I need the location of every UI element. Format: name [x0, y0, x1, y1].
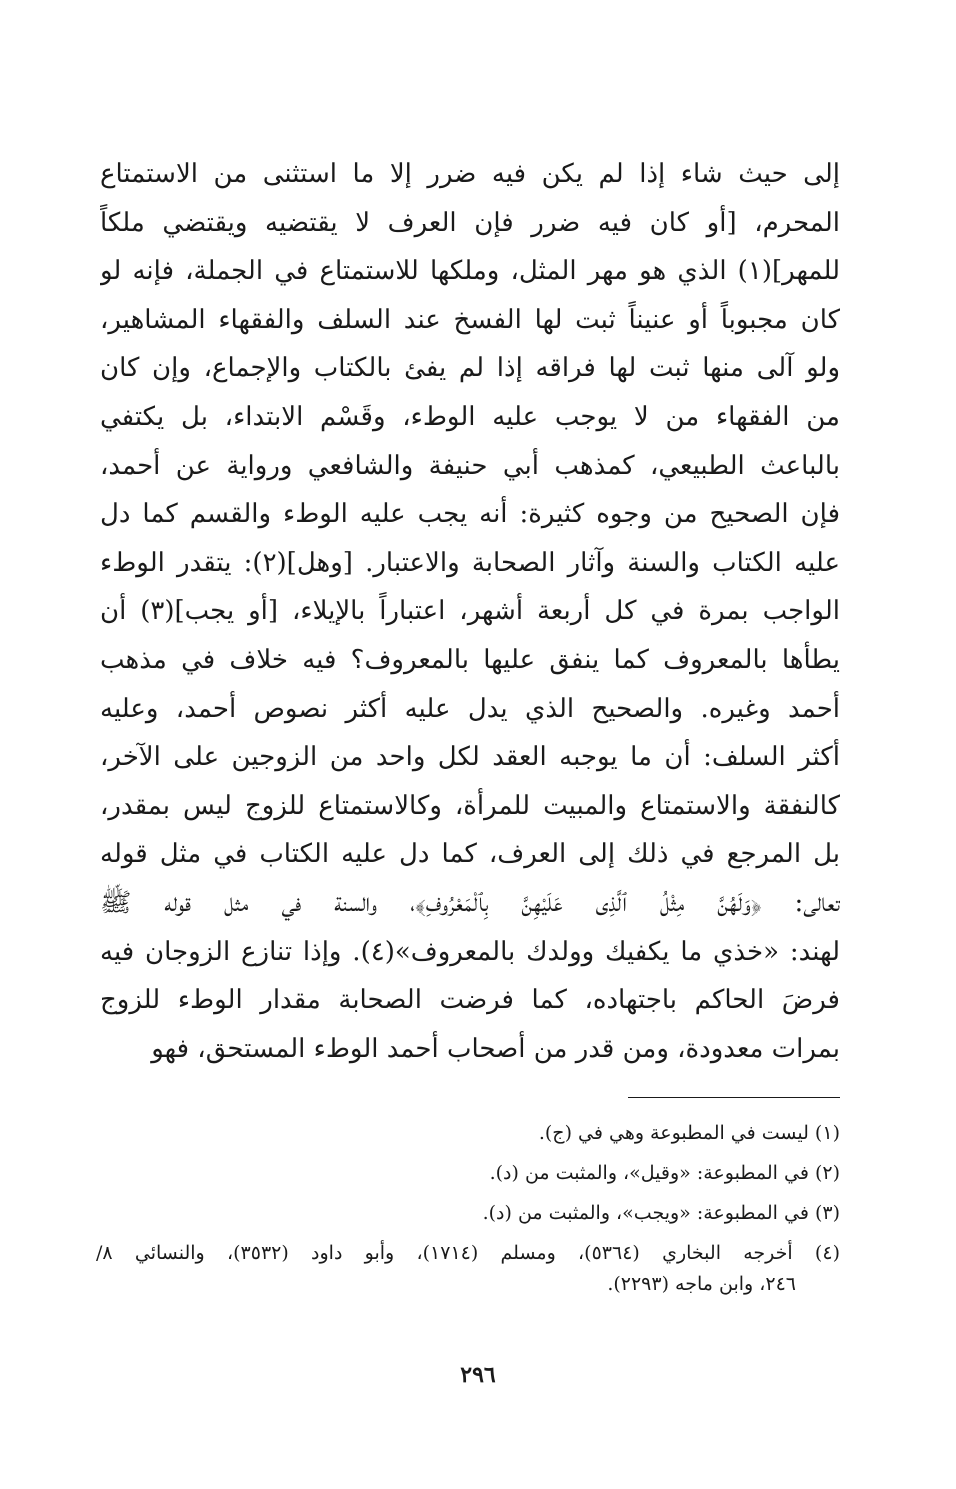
text-line: بمرات معدودة، ومن قدر من أصحاب أحمد الوطء المستحق، فهو [151, 1033, 840, 1064]
text-line: يطأها بالمعروف كما ينفق عليها بالمعروف؟ فيه خلاف في مذهب [100, 644, 840, 675]
text-line: تعالى: ﴿وَلَهُنَّ مِثْلُ ٱلَّذِى عَلَيْهِنَّ بِٱلْمَعْرُوفِ﴾، والسنة في مثل قوله ﷺ [100, 887, 840, 918]
footnote-3: (٣) في المطبوعة: «ويجب»، والمثبت من (د). [482, 1202, 840, 1224]
footnote-divider [628, 1097, 840, 1098]
text-line: أكثر السلف: أن ما يوجبه العقد لكل واحد من الزوجين على الآخر، [100, 742, 840, 773]
text-line: المحرم، [أو كان فيه ضرر فإن العرف لا يقتضيه ويقتضي ملكاً [100, 207, 840, 238]
text-line: فإن الصحيح من وجوه كثيرة: أنه يجب عليه الوطء والقسم كما دل [100, 499, 840, 530]
text-line: إلى حيث شاء إذا لم يكن فيه ضرر إلا ما استثنى من الاستمتاع [100, 159, 840, 189]
text-line: لهند: «خذي ما يكفيك وولدك بالمعروف»(٤). وإذا تنازع الزوجان فيه [100, 936, 840, 967]
text-line: كالنفقة والاستمتاع والمبيت للمرأة، وكالاستمتاع للزوج ليس بمقدر، [100, 790, 840, 821]
footnote-2: (٢) في المطبوعة: «وقيل»، والمثبت من (د). [489, 1162, 840, 1184]
text-line: بالباعث الطبيعي، كمذهب أبي حنيفة والشافعي ورواية عن أحمد، [100, 450, 840, 481]
text-line: الواجب بمرة في كل أربعة أشهر، اعتباراً بالإيلاء، [أو يجب](٣) أن [100, 596, 840, 627]
text-line: للمهر](١) الذي هو مهر المثل، وملكها للاستمتاع في الجملة، فإنه لو [100, 256, 840, 287]
text-line: كان مجبوباً أو عنيناً ثبت لها الفسخ عند السلف والفقهاء المشاهير، [100, 304, 840, 335]
text-line: من الفقهاء من لا يوجب عليه الوطء، وقَسْم الابتداء، بل يكتفي [100, 401, 840, 432]
text-line: فرضَ الحاكم باجتهاده، كما فرضت الصحابة مقدار الوطء للزوج [100, 985, 840, 1016]
text-line: ولو آلى منها ثبت لها فراقه إذا لم يفئ بالكتاب والإجماع، وإن كان [100, 353, 840, 384]
footnote-4: (٤) أخرجه البخاري (٥٣٦٤)، ومسلم (١٧١٤)، وأبو داود (٣٥٣٢)، والنسائي ٨/ [96, 1242, 840, 1264]
footnote-4-continuation: ٢٤٦، وابن ماجه (٢٢٩٣). [607, 1273, 796, 1295]
footnote-1: (١) ليست في المطبوعة وهي في (ج). [538, 1122, 840, 1144]
footnotes [96, 1118, 840, 1309]
text-line: بل المرجع في ذلك إلى العرف، كما دل عليه الكتاب في مثل قوله [100, 839, 840, 870]
main-text [100, 150, 840, 1073]
page-number: ٢٩٦ [460, 1362, 496, 1388]
text-line: أحمد وغيره. والصحيح الذي يدل عليه أكثر نصوص أحمد، وعليه [100, 693, 840, 724]
text-line: عليه الكتاب والسنة وآثار الصحابة والاعتبار. [وهل](٢): يتقدر الوطء [100, 547, 840, 578]
